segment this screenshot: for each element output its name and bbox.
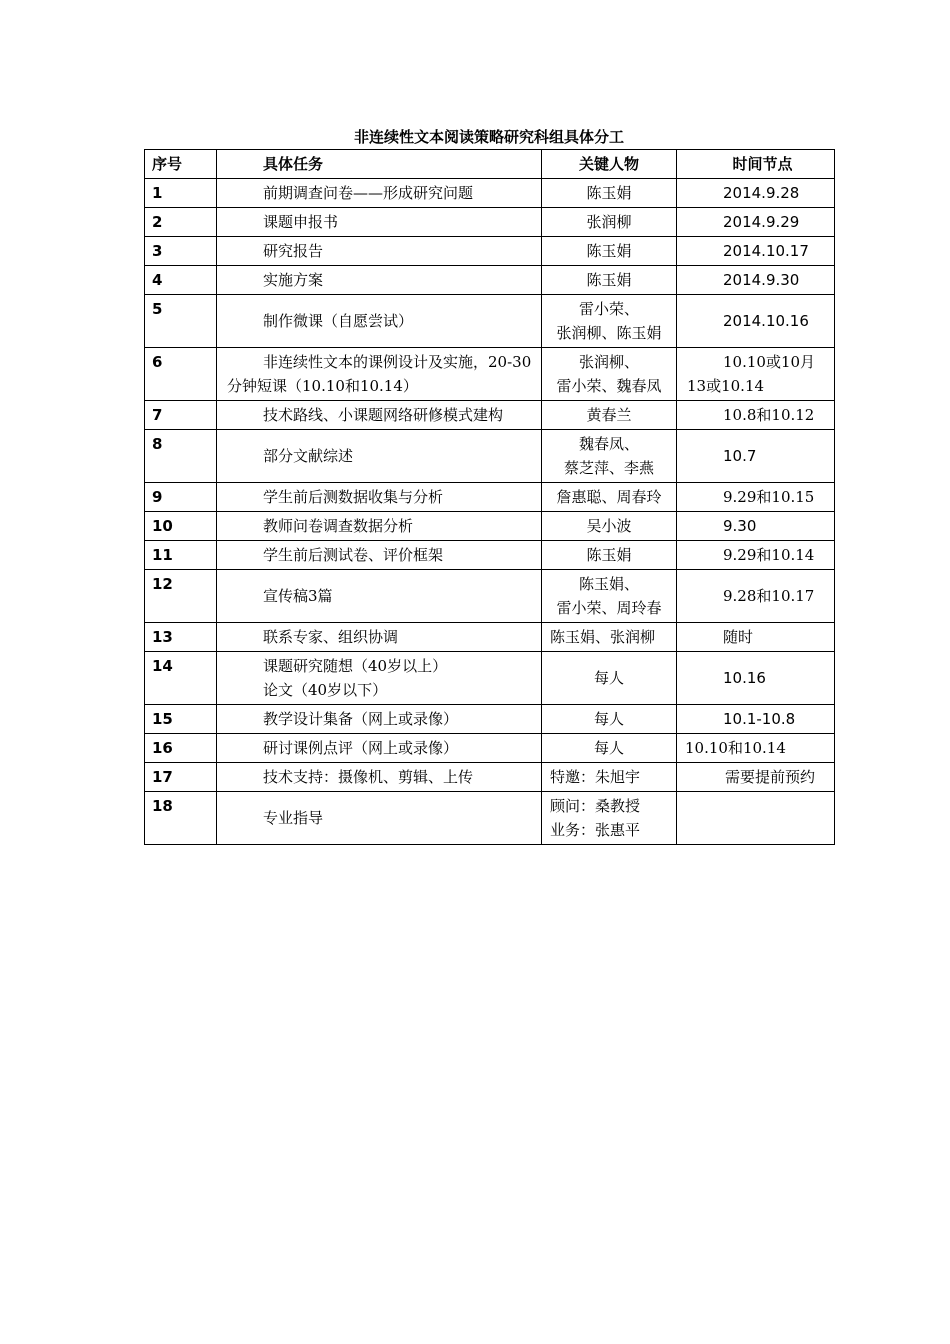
row-task: 前期调查问卷——形成研究问题 [217,179,542,208]
row-person: 顾问：桑教授 业务：张惠平 [542,792,677,845]
row-task: 技术支持：摄像机、剪辑、上传 [217,763,542,792]
row-time: 9.29和10.15 [677,483,835,512]
row-task: 教师问卷调查数据分析 [217,512,542,541]
row-number: 1 [145,179,217,208]
row-time: 2014.10.17 [677,237,835,266]
table-row [145,401,835,430]
row-number: 6 [145,348,217,401]
row-person: 陈玉娟、张润柳 [542,623,677,652]
table-row [145,483,835,512]
row-person: 陈玉娟 [542,266,677,295]
header-number: 序号 [145,150,217,179]
row-number: 9 [145,483,217,512]
row-task: 研讨课例点评（网上或录像） [217,734,542,763]
table-row [145,705,835,734]
row-person: 魏春凤、 蔡芝萍、李燕 [542,430,677,483]
row-person: 黄春兰 [542,401,677,430]
row-time: 需要提前预约 [677,763,835,792]
table-row [145,430,835,483]
row-task: 非连续性文本的课例设计及实施，20-30分钟短课（10.10和10.14） [217,348,542,401]
row-task: 联系专家、组织协调 [217,623,542,652]
row-person: 张润柳、 雷小荣、魏春凤 [542,348,677,401]
table-row [145,792,835,845]
row-person: 詹惠聪、周春玲 [542,483,677,512]
header-time-node: 时间节点 [677,150,835,179]
row-person: 张润柳 [542,208,677,237]
row-time: 10.10或10月13或10.14 [677,348,835,401]
table-row [145,348,835,401]
table-row [145,266,835,295]
table-row [145,570,835,623]
table-row [145,512,835,541]
row-person: 陈玉娟 [542,237,677,266]
row-time: 10.1-10.8 [677,705,835,734]
task-assignment-table [144,149,835,845]
table-row [145,237,835,266]
row-person: 吴小波 [542,512,677,541]
row-task: 实施方案 [217,266,542,295]
table-row [145,734,835,763]
table-row [145,295,835,348]
row-number: 3 [145,237,217,266]
row-person: 每人 [542,734,677,763]
document-title: 非连续性文本阅读策略研究科组具体分工 [353,128,624,146]
row-number: 8 [145,430,217,483]
row-person: 陈玉娟 [542,541,677,570]
row-task: 教学设计集备（网上或录像） [217,705,542,734]
row-time: 10.8和10.12 [677,401,835,430]
row-number: 7 [145,401,217,430]
row-time [677,792,835,845]
row-task: 学生前后测试卷、评价框架 [217,541,542,570]
table-header-row [145,150,835,179]
row-person: 陈玉娟、 雷小荣、周玲春 [542,570,677,623]
row-number: 2 [145,208,217,237]
row-time: 9.28和10.17 [677,570,835,623]
row-time: 2014.9.30 [677,266,835,295]
row-person: 每人 [542,705,677,734]
row-time: 随时 [677,623,835,652]
row-person: 每人 [542,652,677,705]
row-person: 雷小荣、 张润柳、陈玉娟 [542,295,677,348]
row-number: 18 [145,792,217,845]
header-key-person: 关键人物 [542,150,677,179]
table-row [145,623,835,652]
row-number: 15 [145,705,217,734]
row-number: 13 [145,623,217,652]
row-number: 14 [145,652,217,705]
row-task: 制作微课（自愿尝试） [217,295,542,348]
row-number: 16 [145,734,217,763]
row-time: 2014.9.28 [677,179,835,208]
row-number: 17 [145,763,217,792]
row-task: 课题申报书 [217,208,542,237]
row-time: 10.10和10.14 [677,734,835,763]
row-person: 特邀：朱旭宇 [542,763,677,792]
table-row [145,179,835,208]
row-time: 10.7 [677,430,835,483]
row-time: 9.29和10.14 [677,541,835,570]
row-task: 宣传稿3篇 [217,570,542,623]
row-task: 部分文献综述 [217,430,542,483]
row-task: 课题研究随想（40岁以上） 论文（40岁以下） [217,652,542,705]
row-task: 研究报告 [217,237,542,266]
row-person: 陈玉娟 [542,179,677,208]
row-time: 9.30 [677,512,835,541]
header-task: 具体任务 [217,150,542,179]
table-row [145,763,835,792]
row-time: 2014.10.16 [677,295,835,348]
row-task: 技术路线、小课题网络研修模式建构 [217,401,542,430]
table-row [145,652,835,705]
table-row [145,541,835,570]
row-time: 2014.9.29 [677,208,835,237]
row-number: 11 [145,541,217,570]
row-number: 4 [145,266,217,295]
row-task: 学生前后测数据收集与分析 [217,483,542,512]
row-task: 专业指导 [217,792,542,845]
row-number: 5 [145,295,217,348]
row-number: 12 [145,570,217,623]
table-row [145,208,835,237]
row-time: 10.16 [677,652,835,705]
row-number: 10 [145,512,217,541]
